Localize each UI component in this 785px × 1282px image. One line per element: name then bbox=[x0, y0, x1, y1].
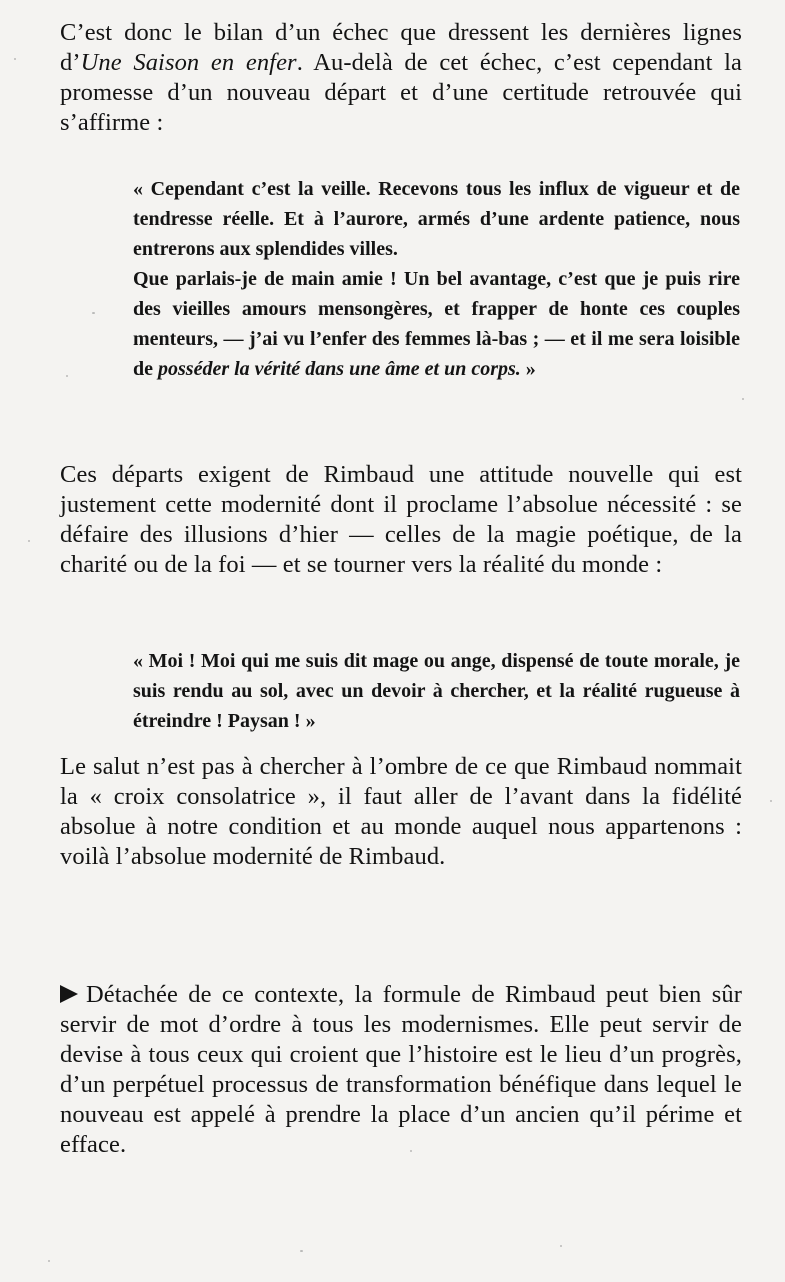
quote-1-italic: posséder la vérité dans une âme et un corps. bbox=[158, 358, 521, 380]
paragraph-modernisms-text: Détachée de ce contexte, la formule de Rimbaud peut bien sûr servir de mot d’ordre à tous les modernismes. Elle peut servir de devise à tous ceux qui croient que l’histoire est le lieu d’un progrès, d’un perpétuel processus de transformation bénéfique dans lequel le nouveau est appelé à prendre la place d’un ancien qu’il périme et efface. bbox=[60, 981, 742, 1158]
scan-speck bbox=[28, 540, 30, 542]
paragraph-intro-text-1: C’est donc le bilan d’un échec que dressent les dernières lignes d’ bbox=[60, 19, 742, 76]
book-title: Une Saison en enfer bbox=[80, 49, 297, 76]
scan-speck bbox=[48, 1260, 50, 1262]
paragraph-modernity: Ces départs exigent de Rimbaud une attitude nouvelle qui est justement cette modernité dont il proclame l’absolue nécessité : se défaire des illusions d’hier — celles de la magie poétique, de la charité ou de la foi — et se tourner vers la réalité du monde : bbox=[60, 461, 742, 578]
scan-speck bbox=[14, 58, 16, 60]
right-triangle-icon bbox=[60, 985, 78, 1003]
quote-2-text: « Moi ! Moi qui me suis dit mage ou ange, dispensé de toute morale, je suis rendu au sol, avec un devoir à chercher, et la réalité rugueuse à étreindre ! Paysan ! » bbox=[133, 650, 740, 732]
scan-speck bbox=[66, 375, 68, 377]
quote-block-1 bbox=[133, 174, 740, 384]
scan-speck bbox=[560, 1245, 562, 1247]
paragraph-intro bbox=[60, 18, 742, 138]
paragraph-modernisms bbox=[60, 980, 742, 1160]
quote-1-close: » bbox=[520, 358, 536, 380]
quote-1-part-b-text: Que parlais-je de main amie ! Un bel avantage, c’est que je puis rire des vieilles amours mensongères, et frapper de honte ces couples menteurs, — j’ai vu l’enfer des femmes là-bas ; — et il me sera loisible de bbox=[133, 268, 740, 380]
quote-block-2 bbox=[133, 646, 740, 736]
quote-1-part-b bbox=[133, 264, 740, 384]
paragraph-salut: Le salut n’est pas à chercher à l’ombre de ce que Rimbaud nommait la « croix consolatrice », il faut aller de l’avant dans la fidélité absolue à notre condition et au monde auquel nous appartenons : voilà l’absolue modernité de Rimbaud. bbox=[60, 753, 742, 870]
scan-speck bbox=[410, 1150, 412, 1152]
scan-speck bbox=[92, 312, 95, 314]
quote-1-part-a: « Cependant c’est la veille. Recevons tous les influx de vigueur et de tendresse réelle. Et à l’aurore, armés d’une ardente patience, nous entrerons aux splendides villes. bbox=[133, 178, 740, 260]
scan-speck bbox=[300, 1250, 303, 1252]
paragraph-intro-text-2: . Au-delà de cet échec, c’est cependant la promesse d’un nouveau départ et d’une certitude retrouvée qui s’affirme : bbox=[60, 49, 742, 136]
scan-speck bbox=[742, 398, 744, 400]
scan-speck bbox=[770, 800, 772, 802]
